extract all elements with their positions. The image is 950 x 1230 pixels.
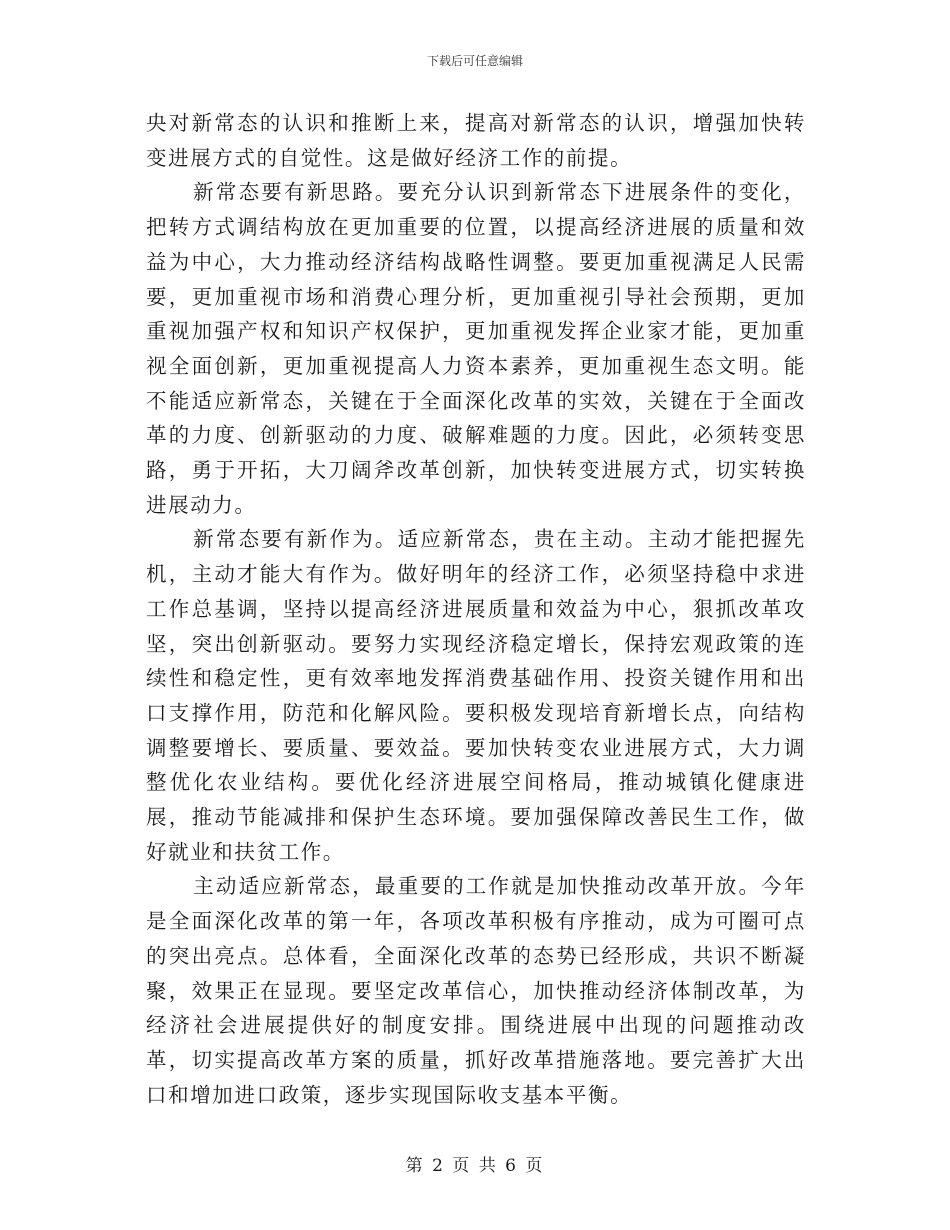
paragraph: 主动适应新常态，最重要的工作就是加快推动改革开放。今年是全面深化改革的第一年，各项改革积极有序推动，成为可圈可点的突出亮点。总体看，全面深化改革的态势已经形成，共识不断凝聚，效果正在显现。要坚定改革信心，加快推动经济体制改革，为经济社会进展提供好的制度安排。围绕进展中出现的问题推动改革，切实提高改革方案的质量，抓好改革措施落地。要完善扩大出口和增加进口政策，逐步实现国际收支基本平衡。	[146, 874, 806, 1107]
body-text	[146, 106, 806, 1112]
paragraph: 央对新常态的认识和推断上来，提高对新常态的认识，增强加快转变进展方式的自觉性。这是做好经济工作的前提。	[146, 111, 806, 170]
paragraph: 新常态要有新作为。适应新常态，贵在主动。主动才能把握先机，主动才能大有作为。做好明年的经济工作，必须坚持稳中求进工作总基调，坚持以提高经济进展质量和效益为中心，狠抓改革攻坚，突出创新驱动。要努力实现经济稳定增长，保持宏观政策的连续性和稳定性，更有效率地发挥消费基础作用、投资关键作用和出口支撑作用，防范和化解风险。要积极发现培育新增长点，向结构调整要增长、要质量、要效益。要加快转变农业进展方式，大力调整优化农业结构。要优化经济进展空间格局，推动城镇化健康进展，推动节能减排和保护生态环境。要加强保障改善民生工作，做好就业和扶贫工作。	[146, 527, 806, 864]
page-footer: 第 2 页 共 6 页	[405, 1156, 545, 1176]
page-header: 下载后可任意编辑	[426, 54, 523, 68]
paragraph: 新常态要有新思路。要充分认识到新常态下进展条件的变化，把转方式调结构放在更加重要的位置，以提高经济进展的质量和效益为中心，大力推动经济结构战略性调整。要更加重视满足人民需要，更加重视市场和消费心理分析，更加重视引导社会预期，更加重视加强产权和知识产权保护，更加重视发挥企业家才能，更加重视全面创新，更加重视提高人力资本素养，更加重视生态文明。能不能适应新常态，关键在于全面深化改革的实效，关键在于全面改革的力度、创新驱动的力度、破解难题的力度。因此，必须转变思路，勇于开拓，大刀阔斧改革创新，加快转变进展方式，切实转换进展动力。	[146, 180, 806, 517]
